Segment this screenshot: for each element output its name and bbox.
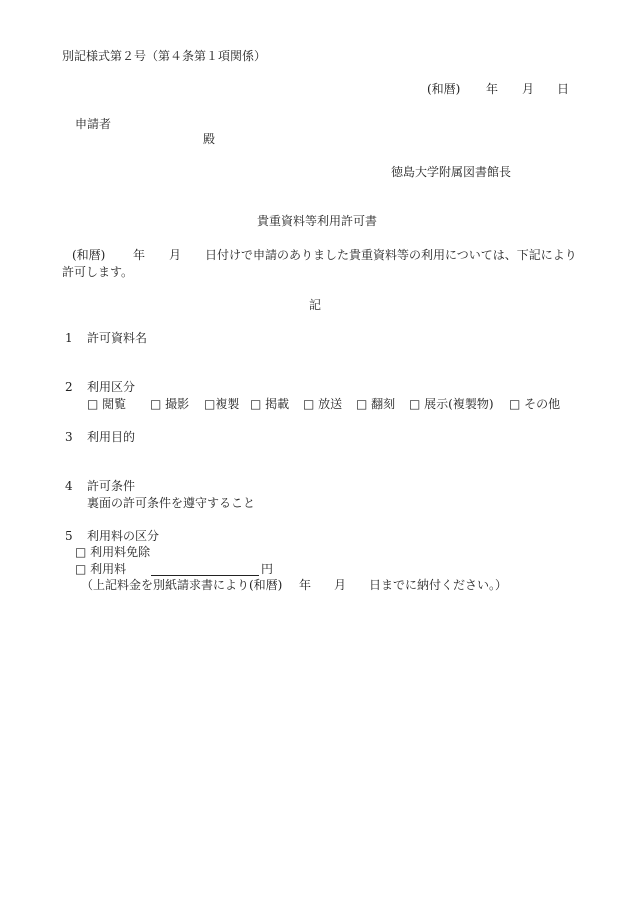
item-2-label: 利用区分 xyxy=(87,380,136,394)
yen-unit: 円 xyxy=(261,562,274,576)
option-reproduction: □複製 xyxy=(204,397,240,411)
fee-exempt-option: □ 利用料免除 xyxy=(75,545,151,559)
date-era: (和暦) xyxy=(427,82,461,96)
body-year: 年 xyxy=(133,248,146,262)
option-exhibition: □ 展示(複製物) xyxy=(409,397,494,411)
body-text: 日付けで申請のありました貴重資料等の利用については、下記により xyxy=(205,248,577,262)
item-5-number: 5 xyxy=(65,529,73,543)
payment-note-month: 月 xyxy=(334,578,347,592)
item-4-text: 裏面の許可条件を遵守すること xyxy=(87,496,256,510)
date-day: 日 xyxy=(557,82,570,96)
payment-note-suffix: 日までに納付ください。） xyxy=(369,578,508,592)
option-transcription: □ 翻刻 xyxy=(356,397,396,411)
date-year: 年 xyxy=(486,82,499,96)
body-month: 月 xyxy=(169,248,182,262)
option-other: □ その他 xyxy=(509,397,561,411)
honorific: 殿 xyxy=(203,132,216,146)
item-5-label: 利用料の区分 xyxy=(87,529,160,543)
item-3-label: 利用目的 xyxy=(87,430,136,444)
item-1-number: 1 xyxy=(65,331,73,345)
payment-note-year: 年 xyxy=(299,578,312,592)
applicant-label: 申請者 xyxy=(75,117,112,131)
option-publication: □ 掲載 xyxy=(250,397,290,411)
fee-option: □ 利用料 xyxy=(75,562,127,576)
fee-amount-field xyxy=(151,562,273,576)
date-month: 月 xyxy=(522,82,535,96)
issuer-name: 徳島大学附属図書館長 xyxy=(391,165,512,179)
fee-underline xyxy=(151,563,259,576)
item-3-number: 3 xyxy=(65,430,73,444)
ki-heading: 記 xyxy=(309,298,322,312)
document-title: 貴重資料等利用許可書 xyxy=(257,214,378,228)
option-broadcast: □ 放送 xyxy=(303,397,343,411)
body-era: (和暦) xyxy=(72,248,106,262)
form-number: 別記様式第２号（第４条第１項関係） xyxy=(62,49,267,63)
item-2-number: 2 xyxy=(65,380,73,394)
option-viewing: □ 閲覧 xyxy=(87,397,127,411)
option-photography: □ 撮影 xyxy=(150,397,190,411)
item-4-label: 許可条件 xyxy=(87,479,136,493)
body-text-line2: 許可します。 xyxy=(62,265,134,279)
item-4-number: 4 xyxy=(65,479,73,493)
item-1-label: 許可資料名 xyxy=(87,331,148,345)
payment-note-prefix: （上記料金を別紙請求書により(和暦) xyxy=(81,578,283,592)
